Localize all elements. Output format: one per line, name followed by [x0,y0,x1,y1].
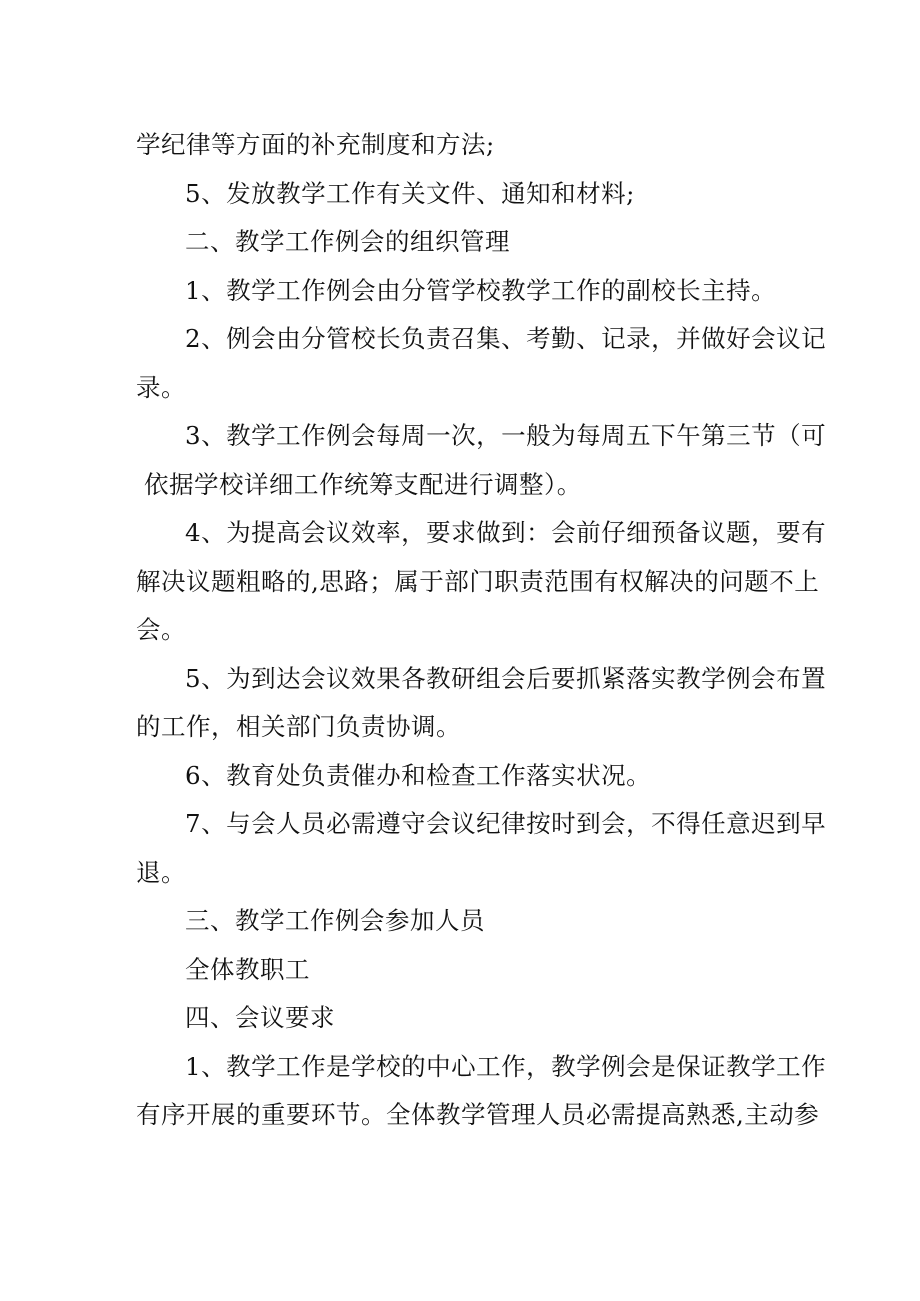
list-item-5: 5、发放教学工作有关文件、通知和材料; [185,178,635,208]
list-item-7: 7、与会人员必需遵守会议纪律按时到会，不得任意迟到早 [185,809,827,838]
list-item-2: 2、例会由分管校长负责召集、考勤、记录，并做好会议记 [185,324,827,353]
list-item-4: 4、为提高会议效率，要求做到：会前仔细预备议题，要有 [185,518,827,547]
list-item-4-continuation-end: 会。 [136,615,186,644]
list-item-6: 6、教育处负责催办和检查工作落实状况。 [185,760,652,790]
list-item-3: 3、教学工作例会每周一次，一般为每周五下午第三节（可 [185,421,827,450]
paragraph-continuation: 学纪律等方面的补充制度和方法; [136,130,495,159]
list-item-2-continuation: 录。 [136,372,186,402]
list-item-7-continuation: 退。 [136,857,186,887]
document-body [136,121,827,1140]
list-item-1: 1、教学工作例会由分管学校教学工作的副校长主持。 [185,275,777,305]
list-item-4-continuation: 解决议题粗略的,思路；属于部门职责范围有权解决的问题不上 [136,566,820,596]
section-heading-4: 四、会议要求 [185,1003,335,1032]
list-item-5b-continuation: 的工作，相关部门负责协调。 [136,712,461,741]
participants-text: 全体教职工 [185,954,310,984]
requirement-item-1-continuation: 有序开展的重要环节。全体教学管理人员必需提高熟悉,主动参 [136,1100,820,1129]
list-item-3-continuation: 依据学校详细工作统筹支配进行调整）。 [144,469,582,499]
list-item-5b: 5、为到达会议效果各教研组会后要抓紧落实教学例会布置 [185,663,827,693]
section-heading-3: 三、教学工作例会参加人员 [185,906,485,935]
requirement-item-1: 1、教学工作是学校的中心工作，教学例会是保证教学工作 [185,1051,827,1081]
section-heading-2: 二、教学工作例会的组织管理 [185,227,510,256]
